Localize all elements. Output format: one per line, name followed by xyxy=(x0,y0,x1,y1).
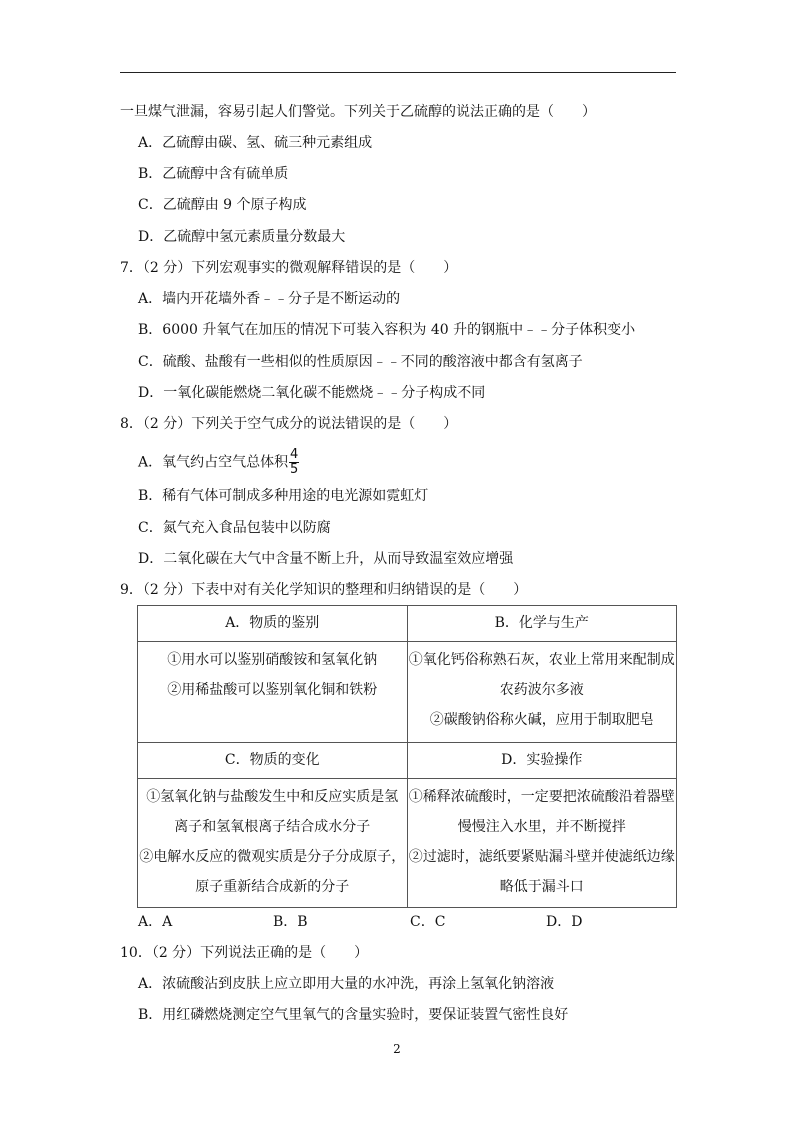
table-cell-b xyxy=(407,642,677,743)
fraction-numerator: 4 xyxy=(289,447,299,462)
q7-option-a: A．墙内开花墙外香﹣﹣分子是不断运动的 xyxy=(138,291,401,307)
table-cell-a-line: ①用水可以鉴别硝酸铵和氢氧化钠 xyxy=(167,652,378,668)
q9-answer-a: A．A xyxy=(138,914,173,930)
table-cell-d xyxy=(407,779,677,908)
table-cell-d-line: 慢慢注入水里，并不断搅拌 xyxy=(457,819,626,835)
q9-answer-d: D．D xyxy=(546,914,583,930)
q9-answer-b: B．B xyxy=(273,914,308,930)
table-cell-a-line: ②用稀盐酸可以鉴别氧化铜和铁粉 xyxy=(167,682,378,698)
page-number: 2 xyxy=(393,1042,401,1056)
table-cell-b-line: ②碳酸钠俗称火碱，应用于制取肥皂 xyxy=(429,712,654,728)
q8-option-a xyxy=(138,448,299,477)
q9-table xyxy=(137,605,677,908)
q8-option-a-text: A．氧气约占空气总体积 xyxy=(138,454,289,471)
q8-stem: 8．（2 分）下列关于空气成分的说法错误的是（ ） xyxy=(120,416,458,432)
table-cell-d-line: 略低于漏斗口 xyxy=(499,879,584,895)
q9-answer-c: C．C xyxy=(410,914,446,930)
table-cell-b-line: 农药波尔多液 xyxy=(499,682,584,698)
header-rule xyxy=(120,72,676,73)
q9-stem: 9．（2 分）下表中对有关化学知识的整理和归纳错误的是（ ） xyxy=(120,582,528,598)
table-cell-c-line: 原子重新结合成新的分子 xyxy=(195,879,350,895)
q8-option-c: C．氮气充入食品包装中以防腐 xyxy=(138,520,331,536)
table-header-a: A．物质的鉴别 xyxy=(138,606,408,642)
fraction-denominator: 5 xyxy=(289,462,299,477)
q6-option-b: B．乙硫醇中含有硫单质 xyxy=(138,166,289,182)
q8-option-d: D．二氧化碳在大气中含量不断上升，从而导致温室效应增强 xyxy=(138,551,514,567)
q10-option-a: A．浓硫酸沾到皮肤上应立即用大量的水冲洗，再涂上氢氧化钠溶液 xyxy=(138,976,555,992)
table-cell-d-line: ②过滤时，滤纸要紧贴漏斗壁并使滤纸边缘 xyxy=(408,849,675,865)
q7-option-b: B．6000 升氧气在加压的情况下可装入容积为 40 升的钢瓶中﹣﹣分子体积变小 xyxy=(138,322,636,338)
q6-option-c: C．乙硫醇由 9 个原子构成 xyxy=(138,197,307,213)
q7-stem: 7．（2 分）下列宏观事实的微观解释错误的是（ ） xyxy=(120,260,458,276)
table-cell-a xyxy=(138,642,408,743)
q7-option-d: D．一氧化碳能燃烧二氧化碳不能燃烧﹣﹣分子构成不同 xyxy=(138,385,486,401)
table-cell-d-line: ①稀释浓硫酸时，一定要把浓硫酸沿着器壁 xyxy=(408,789,675,805)
fraction xyxy=(289,448,299,477)
table-cell-c-line: ①氢氧化钠与盐酸发生中和反应实质是氢 xyxy=(146,789,399,805)
q10-option-b: B．用红磷燃烧测定空气里氧气的含量实验时，要保证装置气密性良好 xyxy=(138,1007,569,1023)
table-cell-b-line: ①氧化钙俗称熟石灰，农业上常用来配制成 xyxy=(408,652,675,668)
table-header-c: C．物质的变化 xyxy=(138,743,408,779)
q8-option-b: B．稀有气体可制成多种用途的电光源如霓虹灯 xyxy=(138,488,429,504)
table-cell-c xyxy=(138,779,408,908)
q10-stem: 10．（2 分）下列说法正确的是（ ） xyxy=(120,945,369,961)
q6-option-d: D．乙硫醇中氢元素质量分数最大 xyxy=(138,229,346,245)
table-cell-c-line: 离子和氢氧根离子结合成水分子 xyxy=(174,819,371,835)
q6-stem: 一旦煤气泄漏，容易引起人们警觉。下列关于乙硫醇的说法正确的是（ ） xyxy=(120,104,596,120)
q7-option-c: C．硫酸、盐酸有一些相似的性质原因﹣﹣不同的酸溶液中都含有氢离子 xyxy=(138,354,583,370)
table-cell-c-line: ②电解水反应的微观实质是分子分成原子， xyxy=(139,849,406,865)
table-header-b: B．化学与生产 xyxy=(407,606,677,642)
table-header-d: D．实验操作 xyxy=(407,743,677,779)
q6-option-a: A．乙硫醇由碳、氢、硫三种元素组成 xyxy=(138,135,373,151)
